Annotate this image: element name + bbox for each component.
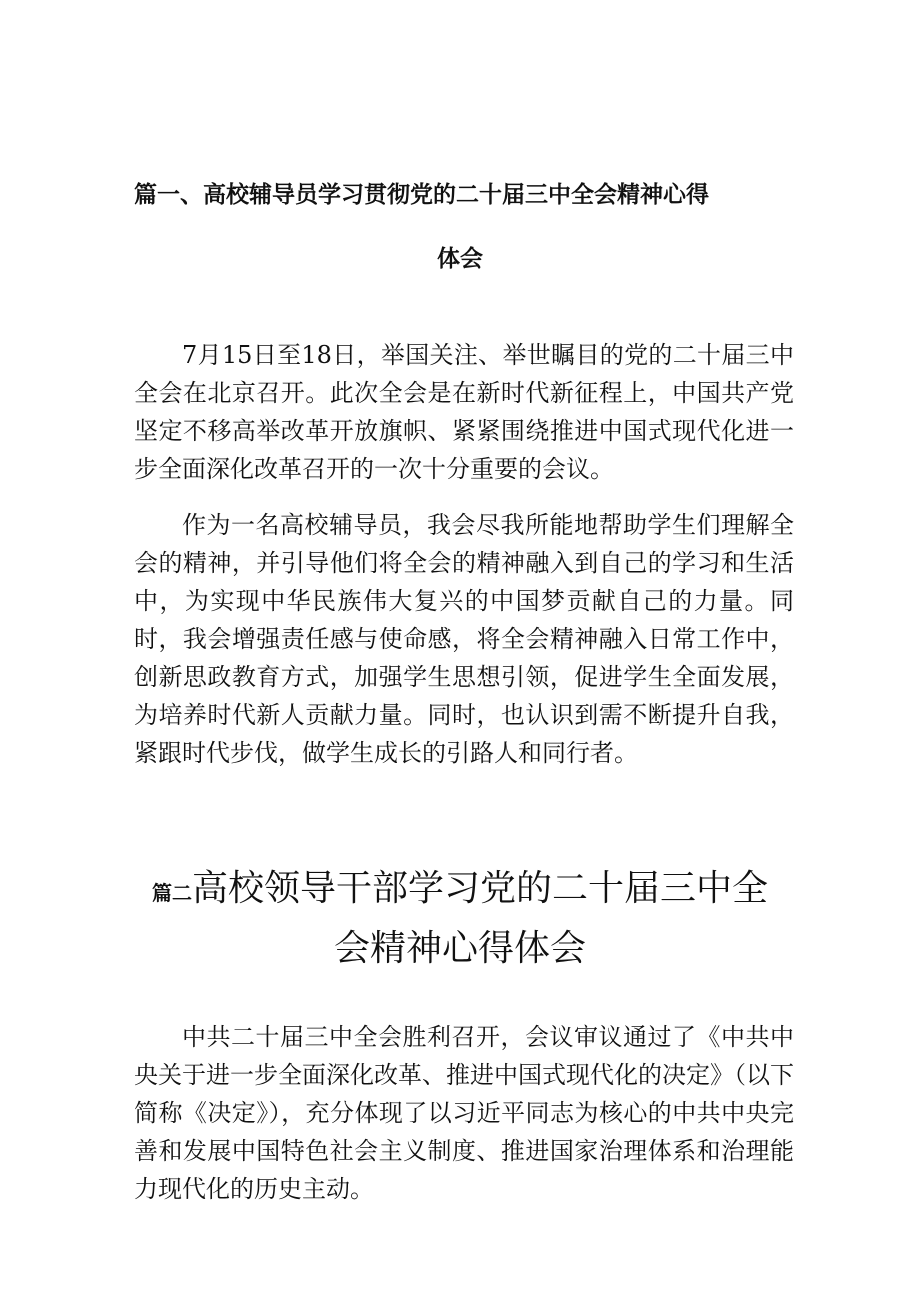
- section2-title-line1: [0, 860, 920, 911]
- section2-title-text: 高校领导干部学习党的二十届三中全: [191, 868, 768, 909]
- section1-title-line1: 篇一、高校辅导员学习贯彻党的二十届三中全会精神心得: [134, 182, 709, 208]
- section2-title-line2: 会精神心得体会: [333, 928, 586, 969]
- section1-paragraph-2: 作为一名高校辅导员，我会尽我所能地帮助学生们理解全会的精神，并引导他们将全会的精神融入到自己的学习和生活中，为实现中华民族伟大复兴的中国梦贡献自己的力量。同时，我会增强责任感与使命感，将全会精神融入日常工作中，创新思政教育方式，加强学生思想引领，促进学生全面发展，为培养时代新人贡献力量。同时，也认识到需不断提升自我，紧跟时代步伐，做学生成长的引路人和同行者。: [134, 511, 794, 767]
- section2-paragraph-1: 中共二十届三中全会胜利召开，会议审议通过了《中共中央关于进一步全面深化改革、推进中国式现代化的决定》（以下简称《决定》），充分体现了以习近平同志为核心的中共中央完善和发展中国特色社会主义制度、推进国家治理体系和治理能力现代化的历史主动。: [134, 1023, 794, 1203]
- section2-title-prefix: 篇二: [151, 881, 192, 905]
- section1-paragraph-1: 7月15日至18日，举国关注、举世瞩目的党的二十届三中全会在北京召开。此次全会是在新时代新征程上，中国共产党坚定不移高举改革开放旗帜、紧紧围绕推进中国式现代化进一步全面深化改革召开的一次十分重要的会议。: [134, 341, 794, 483]
- section1-title-line2: 体会: [437, 246, 483, 272]
